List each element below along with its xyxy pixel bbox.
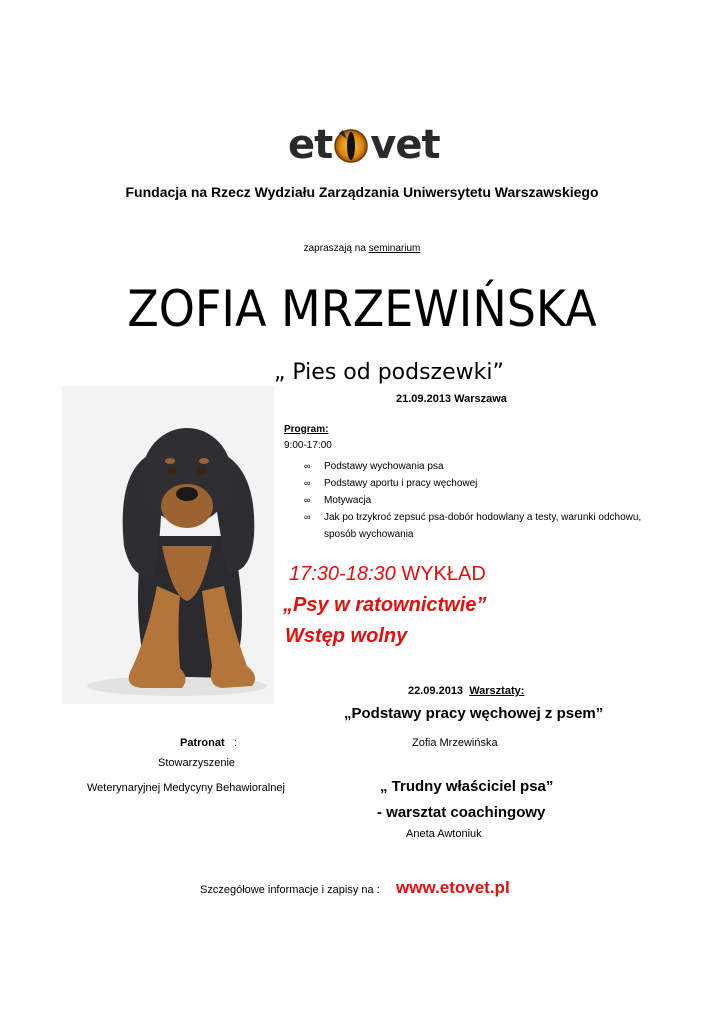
day1-date-place: 21.09.2013 Warszawa bbox=[396, 393, 507, 405]
program-item: ∞ Jak po trzykroć zepsuć psa-dobór hodowlany a testy, warunki odchowu, sposób wychowania bbox=[304, 509, 664, 543]
lecture-title: „Psy w ratownictwie” bbox=[283, 594, 487, 616]
infinity-bullet-icon: ∞ bbox=[304, 461, 311, 471]
workshop2-subtitle: - warsztat coachingowy bbox=[377, 804, 546, 821]
infinity-bullet-icon: ∞ bbox=[304, 495, 311, 505]
patron-org-line1: Stowarzyszenie bbox=[158, 757, 236, 769]
day2-label: Warsztaty: bbox=[469, 685, 525, 697]
website-link[interactable]: www.etovet.pl bbox=[396, 878, 510, 897]
invitation-line bbox=[0, 243, 724, 254]
day2-date: 22.09.2013 bbox=[408, 685, 464, 697]
program-item: ∞ Podstawy wychowania psa bbox=[304, 458, 664, 475]
lecture-time-line bbox=[289, 563, 486, 586]
workshop1-title: „Podstawy pracy węchowej z psem” bbox=[344, 705, 604, 722]
logo-text-vet: vet bbox=[370, 122, 440, 168]
program-list bbox=[304, 458, 664, 543]
speaker-name-heading: ZOFIA MRZEWIŃSKA bbox=[127, 280, 597, 338]
invitation-seminar: seminarium bbox=[368, 243, 421, 254]
etovet-logo bbox=[288, 120, 452, 170]
program-label: Program: bbox=[284, 424, 329, 435]
cat-eye-icon bbox=[333, 127, 369, 163]
workshop2-title: „ Trudny właściciel psa” bbox=[380, 778, 554, 795]
foundation-name: Fundacja na Rzecz Wydziału Zarządzania Uniwersytetu Warszawskiego bbox=[125, 184, 599, 200]
infinity-bullet-icon: ∞ bbox=[304, 478, 311, 488]
invitation-prefix: zapraszają na bbox=[303, 243, 369, 254]
infinity-bullet-icon: ∞ bbox=[304, 512, 311, 522]
program-item: ∞ Motywacja bbox=[304, 492, 664, 509]
workshop1-speaker: Zofia Mrzewińska bbox=[412, 737, 498, 749]
puppy-photo bbox=[62, 386, 274, 704]
logo-text-et: et bbox=[288, 122, 333, 168]
free-entry: Wstęp wolny bbox=[285, 625, 408, 647]
day2-date-line bbox=[408, 685, 524, 697]
patron-label: Patronat bbox=[180, 737, 225, 749]
lecture-label: WYKŁAD bbox=[401, 563, 486, 585]
puppy-illustration bbox=[62, 386, 274, 704]
program-time: 9:00-17:00 bbox=[284, 440, 332, 451]
seminar-subtitle: „ Pies od podszewki” bbox=[274, 360, 504, 385]
patron-org-line2: Weterynaryjnej Medycyny Behawioralnej bbox=[87, 782, 285, 794]
workshop2-speaker: Aneta Awtoniuk bbox=[406, 828, 482, 840]
lecture-time: 17:30-18:30 bbox=[289, 563, 396, 585]
program-item: ∞ Podstawy aportu i pracy węchowej bbox=[304, 475, 664, 492]
patron-colon: : bbox=[234, 737, 238, 749]
footer-info-text: Szczegółowe informacje i zapisy na : bbox=[200, 884, 380, 896]
